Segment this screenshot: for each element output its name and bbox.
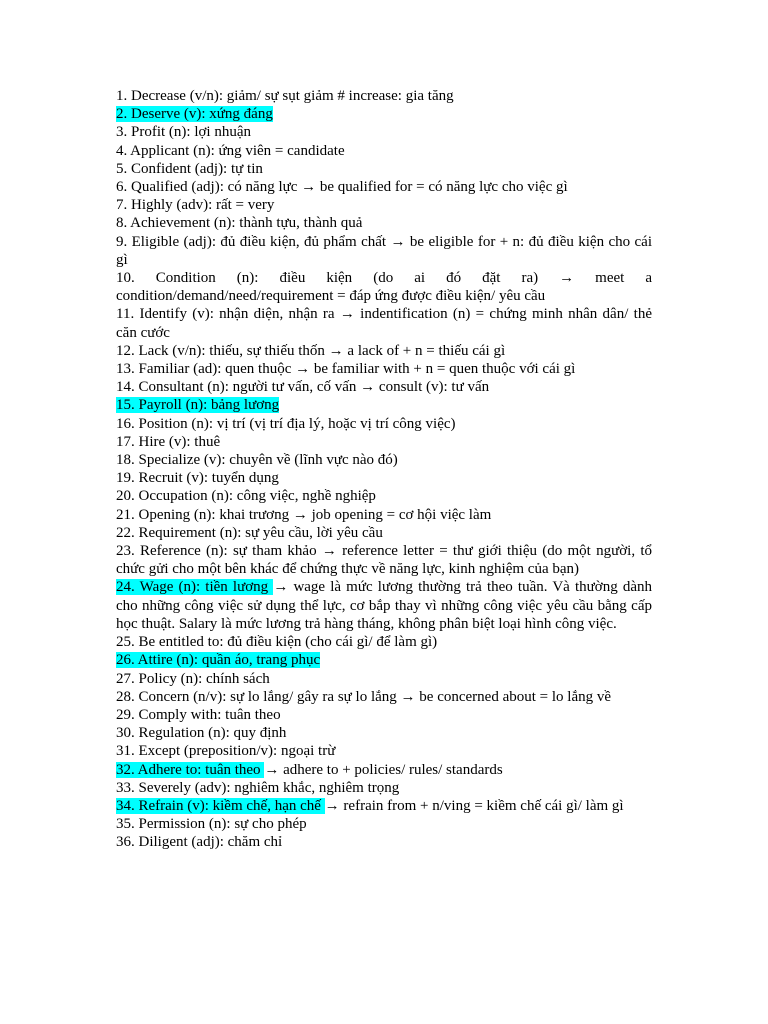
entry-text: 22. Requirement (n): sự yêu cầu, lời yêu cầu [116, 524, 383, 541]
entry-text: 9. Eligible (adj): đủ điều kiện, đủ phẩm chất → be eligible for + n: đủ điều kiện cho cái gì [116, 233, 652, 268]
vocab-entry [116, 415, 652, 433]
vocab-entry [116, 233, 652, 269]
vocab-entry [116, 761, 652, 779]
entry-text: → adhere to + policies/ rules/ standards [264, 761, 503, 778]
vocab-entry [116, 797, 652, 815]
entry-text: → wage là mức lương thường trả theo tuần. Và thường dành cho những công việc sử dụng thể lực, cơ bắp thay vì những công việc yêu cầu bằng cấp học thuật. Salary là mức lương trả hàng tháng, không phân biệt loại hình công việc. [116, 579, 652, 632]
vocab-entry [116, 269, 652, 305]
vocab-entry [116, 160, 652, 178]
vocab-entry [116, 378, 652, 396]
vocab-entry [116, 360, 652, 378]
vocab-entry [116, 123, 652, 141]
highlighted-text: 2. Deserve (v): xứng đáng [116, 106, 273, 123]
highlighted-text: 32. Adhere to: tuân theo [116, 761, 265, 778]
vocab-entry [116, 87, 652, 105]
vocab-entry [116, 178, 652, 196]
vocab-entry [116, 833, 652, 851]
entry-text: 27. Policy (n): chính sách [116, 670, 270, 687]
vocab-entry [116, 670, 652, 688]
vocab-entry [116, 724, 652, 742]
entry-text: 31. Except (preposition/v): ngoại trừ [116, 743, 336, 760]
vocab-entry [116, 524, 652, 542]
vocab-entry [116, 633, 652, 651]
entry-text: 6. Qualified (adj): có năng lực → be qualified for = có năng lực cho việc gì [116, 179, 568, 196]
entry-text: 1. Decrease (v/n): giảm/ sự sụt giảm # increase: gia tăng [116, 88, 454, 104]
vocab-entry [116, 196, 652, 214]
entry-text: 36. Diligent (adj): chăm chỉ [116, 834, 283, 851]
entry-text: 4. Applicant (n): ứng viên = candidate [116, 142, 345, 159]
vocab-entry [116, 779, 652, 797]
vocab-entry [116, 451, 652, 469]
vocab-entry [116, 396, 652, 414]
highlighted-text: 34. Refrain (v): kiềm chế, hạn chế [116, 797, 325, 814]
entry-text: 16. Position (n): vị trí (vị trí địa lý, hoặc vị trí công việc) [116, 415, 456, 432]
vocab-entry [116, 142, 652, 160]
vocab-entry [116, 105, 652, 123]
highlighted-text: 26. Attire (n): quần áo, trang phục [116, 652, 321, 669]
vocab-entry [116, 487, 652, 505]
vocab-entry [116, 651, 652, 669]
entry-text: 23. Reference (n): sự tham khảo → reference letter = thư giới thiệu (do một người, tổ chức gửi cho một bên khác để chứng thực về năng lực, kinh nghiệm của bạn) [116, 543, 652, 578]
entry-text: 10. Condition (n): điều kiện (do ai đó đặt ra) → meet a condition/demand/need/requirement = đáp ứng được điều kiện/ yêu cầu [116, 270, 652, 305]
vocab-entry [116, 742, 652, 760]
entry-text: 33. Severely (adv): nghiêm khắc, nghiêm trọng [116, 779, 400, 796]
entry-text: 21. Opening (n): khai trương → job opening = cơ hội việc làm [116, 506, 492, 523]
entry-text: 28. Concern (n/v): sự lo lắng/ gây ra sự lo lắng → be concerned about = lo lắng về [116, 688, 612, 705]
vocab-entry [116, 506, 652, 524]
vocab-entry [116, 815, 652, 833]
vocab-entry [116, 433, 652, 451]
vocabulary-list [116, 87, 652, 852]
entry-text: 5. Confident (adj): tự tin [116, 160, 263, 177]
entry-text: 8. Achievement (n): thành tựu, thành quả [116, 215, 363, 232]
entry-text: 29. Comply with: tuân theo [116, 706, 281, 723]
vocab-entry [116, 214, 652, 232]
entry-text: 7. Highly (adv): rất = very [116, 197, 275, 214]
vocab-entry [116, 688, 652, 706]
entry-text: 19. Recruit (v): tuyển dụng [116, 470, 279, 487]
entry-text: 14. Consultant (n): người tư vấn, cố vấn → consult (v): tư vấn [116, 379, 490, 396]
entry-text: 35. Permission (n): sự cho phép [116, 816, 307, 833]
entry-text: 11. Identify (v): nhận diện, nhận ra → indentification (n) = chứng minh nhân dân/ thẻ căn cước [116, 306, 652, 341]
entry-text: 13. Familiar (ad): quen thuộc → be familiar with + n = quen thuộc với cái gì [116, 361, 576, 378]
highlighted-text: 24. Wage (n): tiền lương [116, 579, 274, 596]
entry-text: 12. Lack (v/n): thiếu, sự thiếu thốn → a lack of + n = thiếu cái gì [116, 342, 506, 359]
entry-text: 30. Regulation (n): quy định [116, 725, 287, 742]
vocab-entry [116, 305, 652, 341]
vocab-entry [116, 578, 652, 633]
vocab-entry [116, 469, 652, 487]
entry-text: 20. Occupation (n): công việc, nghề nghiệp [116, 488, 376, 505]
entry-text: → refrain from + n/ving = kiềm chế cái gì/ làm gì [324, 797, 624, 814]
vocab-entry [116, 706, 652, 724]
entry-text: 25. Be entitled to: đủ điều kiện (cho cái gì/ để làm gì) [116, 634, 438, 651]
highlighted-text: 15. Payroll (n): bảng lương [116, 397, 280, 414]
entry-text: 18. Specialize (v): chuyên về (lĩnh vực nào đó) [116, 452, 398, 469]
entry-text: 17. Hire (v): thuê [116, 433, 221, 450]
vocab-entry [116, 342, 652, 360]
vocab-entry [116, 542, 652, 578]
entry-text: 3. Profit (n): lợi nhuận [116, 124, 251, 141]
